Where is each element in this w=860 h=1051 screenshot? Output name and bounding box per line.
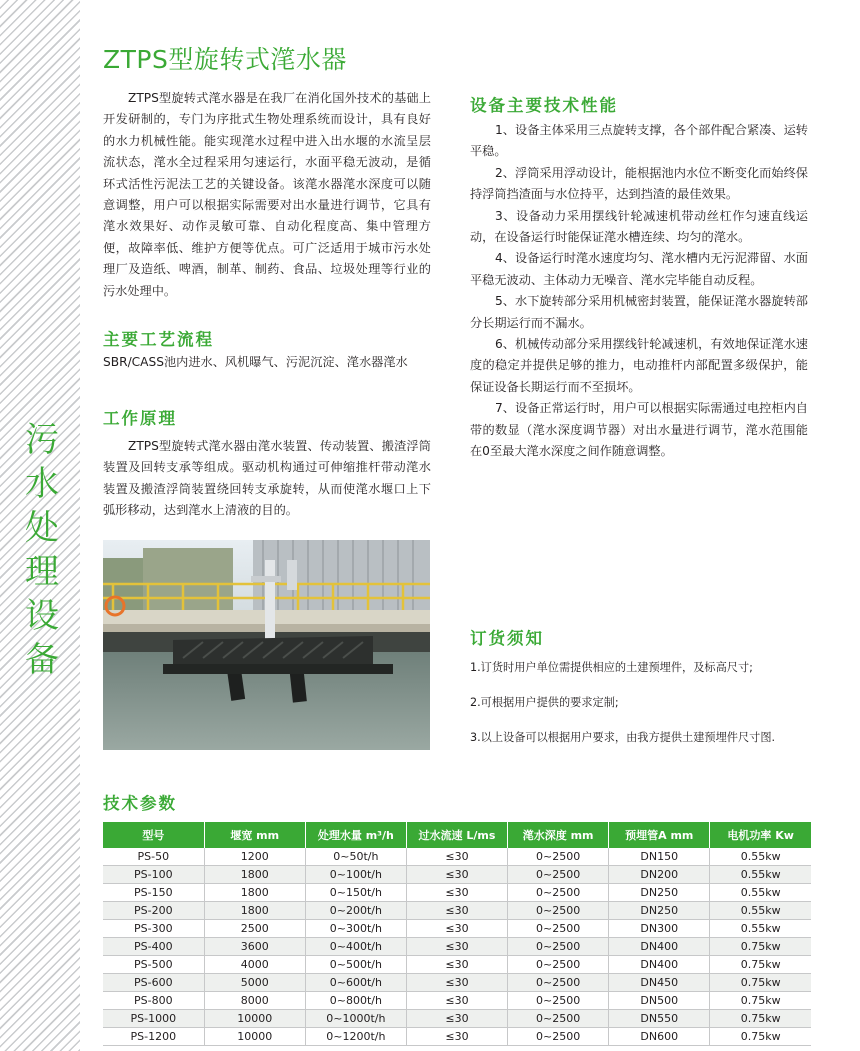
side-title-char: 设: [25, 596, 59, 636]
table-cell: PS-100: [103, 866, 204, 884]
table-row: [103, 866, 811, 884]
table-cell: ≤30: [406, 956, 507, 974]
table-cell: DN550: [609, 1010, 710, 1028]
table-cell: ≤30: [406, 902, 507, 920]
table-cell: 0.75kw: [710, 1028, 811, 1046]
table-cell: 0~50t/h: [305, 848, 406, 866]
table-cell: PS-500: [103, 956, 204, 974]
table-cell: PS-50: [103, 848, 204, 866]
table-cell: ≤30: [406, 1028, 507, 1046]
table-cell: 8000: [204, 992, 305, 1010]
table-cell: DN200: [609, 866, 710, 884]
table-cell: 0~500t/h: [305, 956, 406, 974]
params-column-header: 处理水量 m³/h: [305, 822, 406, 848]
table-cell: ≤30: [406, 1010, 507, 1028]
table-cell: ≤30: [406, 974, 507, 992]
table-cell: ≤30: [406, 920, 507, 938]
table-row: [103, 974, 811, 992]
table-cell: 0~2500: [508, 920, 609, 938]
table-cell: 0~2500: [508, 866, 609, 884]
table-cell: DN250: [609, 902, 710, 920]
table-cell: 0~200t/h: [305, 902, 406, 920]
table-cell: 1800: [204, 866, 305, 884]
table-cell: 0~400t/h: [305, 938, 406, 956]
table-cell: 0~1000t/h: [305, 1010, 406, 1028]
performance-item: 1、设备主体采用三点旋转支撑，各个部件配合紧凑、运转平稳。: [470, 123, 808, 159]
page-title: ZTPS型旋转式滗水器: [103, 45, 347, 74]
side-title-char: 备: [25, 640, 59, 680]
table-cell: 0~800t/h: [305, 992, 406, 1010]
table-cell: 0.55kw: [710, 866, 811, 884]
table-cell: 0.55kw: [710, 848, 811, 866]
table-cell: 0~2500: [508, 974, 609, 992]
table-row: [103, 848, 811, 866]
table-row: [103, 884, 811, 902]
table-cell: 0~2500: [508, 992, 609, 1010]
params-column-header: 型号: [103, 822, 204, 848]
table-cell: DN300: [609, 920, 710, 938]
table-cell: 0~2500: [508, 938, 609, 956]
table-cell: DN500: [609, 992, 710, 1010]
table-row: [103, 938, 811, 956]
table-row: [103, 920, 811, 938]
performance-item: 3、设备动力采用摆线针轮减速机带动丝杠作匀速直线运动，在设备运行时能保证滗水槽连续、均匀的滗水。: [470, 208, 808, 245]
order-item: 3.以上设备可以根据用户要求，由我方提供土建预埋件尺寸图.: [470, 731, 776, 744]
table-cell: 0.75kw: [710, 974, 811, 992]
side-title-char: 污: [25, 420, 59, 460]
params-header-row: [103, 822, 811, 848]
params-column-header: 电机功率 Kw: [710, 822, 811, 848]
table-row: [103, 902, 811, 920]
table-cell: 0~2500: [508, 1010, 609, 1028]
decanter-photo-illustration: [103, 540, 430, 750]
table-cell: PS-1200: [103, 1028, 204, 1046]
table-cell: DN600: [609, 1028, 710, 1046]
table-cell: 1800: [204, 902, 305, 920]
table-cell: 0.55kw: [710, 920, 811, 938]
table-cell: ≤30: [406, 866, 507, 884]
table-cell: DN400: [609, 956, 710, 974]
order-item: 1.订货时用户单位需提供相应的土建预埋件，及标高尺寸;: [470, 661, 753, 674]
order-heading: 订货须知: [470, 629, 544, 648]
table-cell: 0~150t/h: [305, 884, 406, 902]
table-cell: 0~1200t/h: [305, 1028, 406, 1046]
table-cell: 0~2500: [508, 884, 609, 902]
decanter-photo: [103, 540, 430, 750]
table-cell: 0~2500: [508, 848, 609, 866]
principle-text: ZTPS型旋转式滗水器由滗水装置、传动装置、搬渣浮筒装置及回转支承等组成。驱动机构通过可伸缩推杆带动滗水装置及搬渣浮筒装置绕回转支承旋转，从而使滗水堰口上下弧形移动，达到滗水上清液的目的。: [103, 439, 431, 518]
table-cell: 0~100t/h: [305, 866, 406, 884]
table-cell: 0.75kw: [710, 938, 811, 956]
table-cell: ≤30: [406, 884, 507, 902]
process-heading: 主要工艺流程: [103, 330, 214, 349]
table-cell: PS-400: [103, 938, 204, 956]
table-cell: 5000: [204, 974, 305, 992]
table-cell: 3600: [204, 938, 305, 956]
side-category-title: [22, 418, 62, 682]
performance-item: 6、机械传动部分采用摆线针轮减速机，有效地保证滗水速度的稳定并提供足够的推力，电动推杆内部配置多级保护，能保证设备长期运行而不至损坏。: [470, 337, 808, 394]
params-column-header: 过水流速 L/ms: [406, 822, 507, 848]
side-title-char: 理: [25, 552, 59, 592]
performance-item: 5、水下旋转部分采用机械密封装置，能保证滗水器旋转部分长期运行而不漏水。: [470, 294, 808, 330]
intro-section: [103, 88, 431, 302]
table-cell: 10000: [204, 1028, 305, 1046]
table-cell: 0~2500: [508, 902, 609, 920]
table-cell: PS-300: [103, 920, 204, 938]
table-cell: 0.55kw: [710, 902, 811, 920]
table-cell: 0.75kw: [710, 992, 811, 1010]
params-column-header: 滗水深度 mm: [508, 822, 609, 848]
table-cell: PS-1000: [103, 1010, 204, 1028]
table-cell: PS-800: [103, 992, 204, 1010]
table-cell: 2500: [204, 920, 305, 938]
performance-list: [470, 120, 808, 463]
principle-section: [103, 436, 431, 522]
params-table: [103, 822, 811, 1046]
table-cell: 0.75kw: [710, 1010, 811, 1028]
table-cell: 0~2500: [508, 956, 609, 974]
table-cell: 4000: [204, 956, 305, 974]
table-cell: ≤30: [406, 992, 507, 1010]
table-cell: ≤30: [406, 938, 507, 956]
table-cell: 0.75kw: [710, 956, 811, 974]
performance-item: 7、设备正常运行时，用户可以根据实际需通过电控柜内自带的数显（滗水深度调节器）对出水量进行调节，滗水范围能在0至最大滗水深度之间作随意调整。: [470, 401, 808, 459]
table-cell: DN450: [609, 974, 710, 992]
table-cell: PS-600: [103, 974, 204, 992]
order-list: [470, 660, 810, 765]
performance-item: 2、浮筒采用浮动设计，能根据池内水位不断变化而始终保持浮筒挡渣面与水位持平，达到挡渣的最佳效果。: [470, 165, 808, 202]
table-cell: ≤30: [406, 848, 507, 866]
params-heading: 技术参数: [103, 794, 177, 813]
table-cell: PS-200: [103, 902, 204, 920]
params-table-body: [103, 848, 811, 1046]
table-cell: 0~300t/h: [305, 920, 406, 938]
order-item: 2.可根据用户提供的要求定制;: [470, 696, 619, 709]
table-cell: DN400: [609, 938, 710, 956]
table-cell: 10000: [204, 1010, 305, 1028]
params-column-header: 堰宽 mm: [204, 822, 305, 848]
table-row: [103, 1028, 811, 1046]
table-cell: DN150: [609, 848, 710, 866]
table-row: [103, 956, 811, 974]
table-cell: DN250: [609, 884, 710, 902]
performance-heading: 设备主要技术性能: [470, 96, 618, 115]
principle-heading: 工作原理: [103, 409, 177, 428]
performance-item: 4、设备运行时滗水速度均匀、滗水槽内无污泥滞留、水面平稳无波动、主体动力无噪音、滗水完毕能自动反程。: [470, 251, 808, 287]
intro-text: ZTPS型旋转式滗水器是在我厂在消化国外技术的基础上开发研制的，专门为序批式生物处理系统而设计，具有良好的水力机械性能。能实现滗水过程中进入出水堰的水流呈层流状态，滗水全过程采用匀速运行，水面平稳无波动，是循环式活性污泥法工艺的关键设备。该滗水器滗水深度可以随意调整，用户可以根据实际需要对出水量进行调节，它具有滗水效果好、动作灵敏可靠、自动化程度高、集中管理方便，故障率低、维护方便等优点。可广泛适用于城市污水处理厂及造纸、啤酒，制革、制药、食品、垃圾处理等行业的污水处理中。: [103, 91, 431, 298]
table-cell: 1200: [204, 848, 305, 866]
table-cell: 0~2500: [508, 1028, 609, 1046]
table-cell: 0~600t/h: [305, 974, 406, 992]
table-row: [103, 1010, 811, 1028]
side-title-char: 处: [25, 508, 59, 548]
table-cell: 0.55kw: [710, 884, 811, 902]
side-title-char: 水: [25, 464, 59, 504]
params-column-header: 预埋管A mm: [609, 822, 710, 848]
table-row: [103, 992, 811, 1010]
table-cell: 1800: [204, 884, 305, 902]
table-cell: PS-150: [103, 884, 204, 902]
process-text: SBR/CASS池内进水、风机曝气、污泥沉淀、滗水器滗水: [103, 355, 408, 369]
